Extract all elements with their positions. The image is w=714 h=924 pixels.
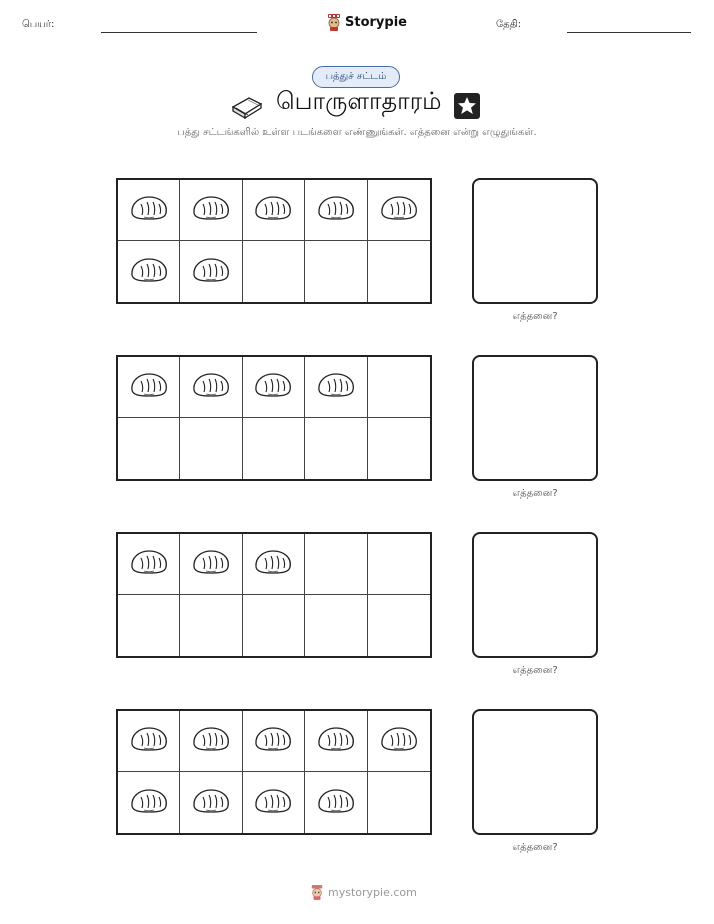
ten-frame-cell [305, 357, 367, 418]
how-many-label: எத்தனை? [512, 665, 558, 676]
ten-frame-cell [118, 534, 180, 595]
ten-frame-cell [243, 772, 305, 833]
bread-icon [315, 192, 357, 228]
ten-frame [116, 709, 432, 835]
how-many-label: எத்தனை? [512, 488, 558, 499]
ten-frame-cell [368, 772, 430, 833]
ten-frame [116, 355, 432, 481]
ten-frame-cell [243, 711, 305, 772]
bread-icon [190, 254, 232, 290]
ten-frame-cell [118, 418, 180, 479]
bread-icon [252, 192, 294, 228]
ten-frame-cell [118, 595, 180, 656]
ten-frame-cell [180, 711, 242, 772]
bread-icon [190, 546, 232, 582]
ten-frame-cell [305, 711, 367, 772]
ten-frame-cell [243, 534, 305, 595]
how-many-label: எத்தனை? [512, 842, 558, 853]
bread-icon [252, 785, 294, 821]
topic-badge: பத்துச் சட்டம் [312, 66, 400, 88]
bread-icon [190, 723, 232, 759]
ten-frame-cell [368, 711, 430, 772]
storypie-mascot-icon [310, 884, 324, 900]
ten-frame-cell [243, 595, 305, 656]
bread-icon [315, 723, 357, 759]
ten-frame-cell [180, 534, 242, 595]
ten-frame-cell [305, 534, 367, 595]
ten-frame-cell [118, 711, 180, 772]
answer-box[interactable] [472, 709, 598, 835]
instructions: பத்து சட்டங்களில் உள்ள படங்களை எண்ணுங்கள். எத்தனை என்று எழுதுங்கள். [177, 127, 537, 138]
bread-icon [315, 369, 357, 405]
name-label: பெயர்: [22, 19, 55, 30]
storypie-mascot-icon [326, 13, 342, 31]
ten-frame-cell [368, 357, 430, 418]
date-label: தேதி: [496, 19, 522, 30]
answer-box[interactable] [472, 532, 598, 658]
bread-icon [128, 785, 170, 821]
ten-frame-cell [118, 180, 180, 241]
star-icon [454, 93, 480, 119]
ten-frame-cell [118, 241, 180, 302]
name-line[interactable] [101, 32, 257, 33]
ten-frame-cell [368, 534, 430, 595]
ten-frame-cell [305, 418, 367, 479]
ten-frame-cell [243, 180, 305, 241]
ten-frame-cell [180, 180, 242, 241]
ten-frame-cell [305, 180, 367, 241]
ten-frame-cell [243, 418, 305, 479]
bread-icon [252, 723, 294, 759]
footer-site: mystorypie.com [328, 885, 417, 899]
how-many-label: எத்தனை? [512, 311, 558, 322]
ten-frame-cell [368, 595, 430, 656]
ten-frame-cell [180, 357, 242, 418]
ten-frame-cell [243, 357, 305, 418]
ten-frame-cell [118, 772, 180, 833]
bread-icon [190, 785, 232, 821]
ten-frame-cell [368, 241, 430, 302]
ten-frame-cell [118, 357, 180, 418]
ten-frame-cell [305, 772, 367, 833]
bread-icon [315, 785, 357, 821]
ten-frame-cell [180, 241, 242, 302]
brand-name: Storypie [345, 14, 407, 30]
bread-icon [128, 723, 170, 759]
ten-frame-cell [305, 595, 367, 656]
brand-logo [326, 13, 407, 31]
bread-icon [190, 192, 232, 228]
bread-icon [128, 192, 170, 228]
ten-frame-cell [368, 180, 430, 241]
page-title: பொருளாதாரம் [276, 87, 442, 115]
bread-icon [378, 192, 420, 228]
bread-icon [128, 546, 170, 582]
answer-box[interactable] [472, 178, 598, 304]
answer-box[interactable] [472, 355, 598, 481]
ten-frame-cell [243, 241, 305, 302]
bread-icon [252, 546, 294, 582]
bread-icon [378, 723, 420, 759]
bread-icon [128, 254, 170, 290]
ten-frame-cell [305, 241, 367, 302]
ten-frame [116, 178, 432, 304]
ten-frame-cell [368, 418, 430, 479]
footer [310, 884, 417, 900]
ten-frame-cell [180, 418, 242, 479]
ten-frame-cell [180, 772, 242, 833]
bread-icon [252, 369, 294, 405]
bread-icon [190, 369, 232, 405]
date-line[interactable] [567, 32, 691, 33]
book-icon [230, 92, 264, 120]
ten-frame-cell [180, 595, 242, 656]
ten-frame [116, 532, 432, 658]
bread-icon [128, 369, 170, 405]
